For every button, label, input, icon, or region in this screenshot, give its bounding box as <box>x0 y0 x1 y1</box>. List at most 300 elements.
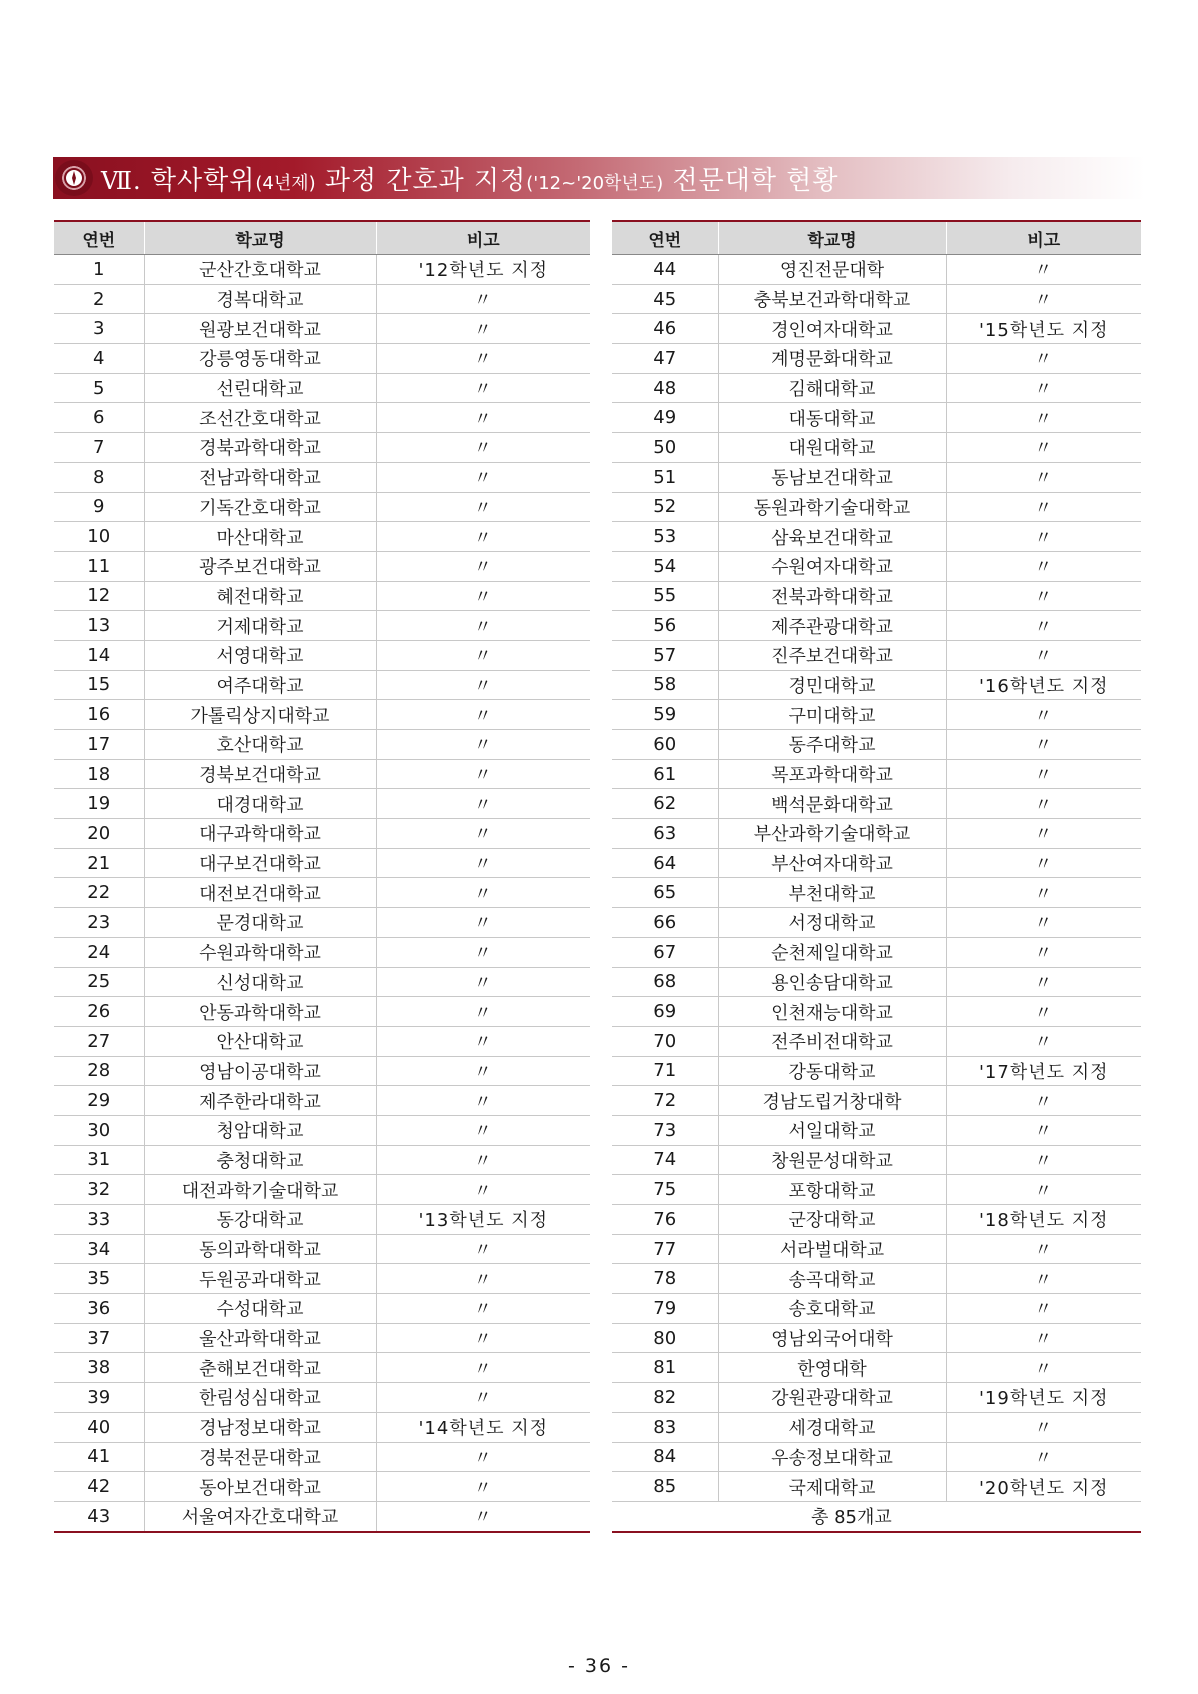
table-row <box>612 670 1141 700</box>
cell-school: 충청대학교 <box>144 1145 376 1175</box>
header-no: 연번 <box>612 221 718 255</box>
cell-note: 〃 <box>376 878 590 908</box>
table-row <box>54 967 590 997</box>
cell-school: 동아보건대학교 <box>144 1472 376 1502</box>
cell-school: 삼육보건대학교 <box>718 522 946 552</box>
cell-no: 72 <box>612 1086 718 1116</box>
cell-no: 52 <box>612 492 718 522</box>
cell-no: 64 <box>612 848 718 878</box>
cell-note: 〃 <box>376 1442 590 1472</box>
title-part-c: 과정 간호과 지정 <box>324 165 527 196</box>
cell-school: 부천대학교 <box>718 878 946 908</box>
cell-note: '17학년도 지정 <box>946 1056 1141 1086</box>
table-row <box>612 1442 1141 1472</box>
table-row <box>612 373 1141 403</box>
cell-school: 인천재능대학교 <box>718 997 946 1027</box>
cell-note: 〃 <box>376 314 590 344</box>
cell-no: 6 <box>54 403 144 433</box>
cell-note: 〃 <box>946 492 1141 522</box>
cell-school: 서정대학교 <box>718 908 946 938</box>
cell-note: 〃 <box>376 997 590 1027</box>
cell-no: 70 <box>612 1026 718 1056</box>
cell-no: 53 <box>612 522 718 552</box>
cell-school: 군장대학교 <box>718 1205 946 1235</box>
cell-note: 〃 <box>946 1294 1141 1324</box>
cell-note: 〃 <box>946 611 1141 641</box>
cell-no: 2 <box>54 284 144 314</box>
table-row <box>612 551 1141 581</box>
cell-school: 마산대학교 <box>144 522 376 552</box>
cell-school: 경북전문대학교 <box>144 1442 376 1472</box>
cell-note: 〃 <box>946 1145 1141 1175</box>
cell-note: 〃 <box>946 1412 1141 1442</box>
cell-school: 대경대학교 <box>144 789 376 819</box>
cell-school: 수성대학교 <box>144 1294 376 1324</box>
cell-no: 57 <box>612 640 718 670</box>
cell-no: 54 <box>612 551 718 581</box>
cell-no: 30 <box>54 1115 144 1145</box>
cell-no: 71 <box>612 1056 718 1086</box>
cell-no: 58 <box>612 670 718 700</box>
table-row <box>54 759 590 789</box>
table-row <box>612 878 1141 908</box>
cell-no: 62 <box>612 789 718 819</box>
cell-no: 74 <box>612 1145 718 1175</box>
cell-school: 대전과학기술대학교 <box>144 1175 376 1205</box>
cell-no: 45 <box>612 284 718 314</box>
cell-no: 40 <box>54 1412 144 1442</box>
cell-school: 경남정보대학교 <box>144 1412 376 1442</box>
cell-no: 47 <box>612 344 718 374</box>
table-row <box>612 1205 1141 1235</box>
table-row <box>612 433 1141 463</box>
cell-no: 41 <box>54 1442 144 1472</box>
cell-no: 26 <box>54 997 144 1027</box>
table-row <box>612 1353 1141 1383</box>
cell-school: 김해대학교 <box>718 373 946 403</box>
cell-school: 경민대학교 <box>718 670 946 700</box>
cell-no: 29 <box>54 1086 144 1116</box>
cell-no: 79 <box>612 1294 718 1324</box>
cell-note: 〃 <box>376 1086 590 1116</box>
cell-note: 〃 <box>946 1086 1141 1116</box>
section-number: Ⅶ. <box>101 166 142 195</box>
cell-note: 〃 <box>376 373 590 403</box>
cell-note: '12학년도 지정 <box>376 255 590 285</box>
cell-note: 〃 <box>376 551 590 581</box>
cell-school: 전주비전대학교 <box>718 1026 946 1056</box>
table-row <box>54 284 590 314</box>
table-row <box>612 1175 1141 1205</box>
table-row <box>54 1412 590 1442</box>
title-part-b: (4년제) <box>255 172 316 194</box>
table-row <box>54 1115 590 1145</box>
cell-no: 4 <box>54 344 144 374</box>
cell-no: 22 <box>54 878 144 908</box>
cell-no: 10 <box>54 522 144 552</box>
cell-school: 경북과학대학교 <box>144 433 376 463</box>
cell-no: 34 <box>54 1234 144 1264</box>
header-note: 비고 <box>946 221 1141 255</box>
cell-school: 대전보건대학교 <box>144 878 376 908</box>
table-row <box>612 284 1141 314</box>
cell-school: 제주관광대학교 <box>718 611 946 641</box>
cell-school: 혜전대학교 <box>144 581 376 611</box>
table-row <box>54 937 590 967</box>
cell-note: 〃 <box>946 730 1141 760</box>
cell-note: 〃 <box>376 611 590 641</box>
table-row <box>54 611 590 641</box>
cell-note: 〃 <box>946 581 1141 611</box>
cell-note: 〃 <box>376 1115 590 1145</box>
title-part-e: 전문대학 현황 <box>672 165 839 196</box>
table-row <box>612 1412 1141 1442</box>
cell-school: 광주보건대학교 <box>144 551 376 581</box>
header-no: 연번 <box>54 221 144 255</box>
cell-note: 〃 <box>376 1026 590 1056</box>
cell-school: 영진전문대학 <box>718 255 946 285</box>
cell-note: 〃 <box>946 255 1141 285</box>
table-row <box>54 433 590 463</box>
table-row <box>612 967 1141 997</box>
emblem-icon <box>55 160 93 196</box>
table-row <box>612 581 1141 611</box>
cell-note: 〃 <box>946 1442 1141 1472</box>
cell-note: 〃 <box>946 789 1141 819</box>
table-row <box>612 403 1141 433</box>
table-row <box>612 1056 1141 1086</box>
cell-no: 76 <box>612 1205 718 1235</box>
table-row <box>612 789 1141 819</box>
cell-note: 〃 <box>946 1353 1141 1383</box>
cell-school: 부산여자대학교 <box>718 848 946 878</box>
cell-school: 기독간호대학교 <box>144 492 376 522</box>
cell-no: 77 <box>612 1234 718 1264</box>
table-row <box>612 937 1141 967</box>
table-row <box>612 908 1141 938</box>
table-row <box>54 551 590 581</box>
cell-no: 46 <box>612 314 718 344</box>
cell-school: 영남이공대학교 <box>144 1056 376 1086</box>
cell-no: 48 <box>612 373 718 403</box>
cell-note: 〃 <box>376 1264 590 1294</box>
cell-note: 〃 <box>946 433 1141 463</box>
cell-school: 전북과학대학교 <box>718 581 946 611</box>
cell-no: 65 <box>612 878 718 908</box>
cell-no: 1 <box>54 255 144 285</box>
table-row <box>54 1264 590 1294</box>
table-row <box>612 1145 1141 1175</box>
cell-note: 〃 <box>376 1145 590 1175</box>
cell-school: 한영대학 <box>718 1353 946 1383</box>
table-row <box>612 730 1141 760</box>
cell-school: 여주대학교 <box>144 670 376 700</box>
cell-no: 83 <box>612 1412 718 1442</box>
cell-school: 울산과학대학교 <box>144 1323 376 1353</box>
table-row <box>612 1115 1141 1145</box>
table-row <box>612 848 1141 878</box>
cell-no: 68 <box>612 967 718 997</box>
table-row <box>54 1205 590 1235</box>
table-row <box>54 1056 590 1086</box>
table-row <box>54 581 590 611</box>
cell-school: 두원공과대학교 <box>144 1264 376 1294</box>
title-part-a: 학사학위 <box>150 165 256 196</box>
cell-note: 〃 <box>946 937 1141 967</box>
cell-no: 50 <box>612 433 718 463</box>
cell-note: 〃 <box>376 403 590 433</box>
cell-note: 〃 <box>946 878 1141 908</box>
cell-school: 춘해보건대학교 <box>144 1353 376 1383</box>
cell-note: 〃 <box>376 1234 590 1264</box>
cell-school: 충북보건과학대학교 <box>718 284 946 314</box>
cell-note: 〃 <box>946 700 1141 730</box>
cell-no: 60 <box>612 730 718 760</box>
table-row <box>54 1353 590 1383</box>
table-row <box>612 1086 1141 1116</box>
cell-no: 75 <box>612 1175 718 1205</box>
cell-no: 7 <box>54 433 144 463</box>
cell-note: 〃 <box>946 551 1141 581</box>
table-header-row <box>612 221 1141 255</box>
cell-note: 〃 <box>946 967 1141 997</box>
cell-note: 〃 <box>376 1472 590 1502</box>
cell-no: 55 <box>612 581 718 611</box>
cell-no: 69 <box>612 997 718 1027</box>
cell-note: 〃 <box>946 997 1141 1027</box>
cell-no: 13 <box>54 611 144 641</box>
cell-note: '20학년도 지정 <box>946 1472 1141 1502</box>
cell-school: 송호대학교 <box>718 1294 946 1324</box>
school-table-right <box>612 220 1141 1533</box>
page-number: - 36 - <box>568 1655 630 1677</box>
cell-note: 〃 <box>946 1115 1141 1145</box>
cell-no: 27 <box>54 1026 144 1056</box>
cell-school: 대구보건대학교 <box>144 848 376 878</box>
cell-note: 〃 <box>946 819 1141 849</box>
table-row <box>54 522 590 552</box>
cell-note: 〃 <box>376 937 590 967</box>
cell-no: 56 <box>612 611 718 641</box>
cell-school: 영남외국어대학 <box>718 1323 946 1353</box>
table-row <box>54 462 590 492</box>
table-row <box>54 997 590 1027</box>
table-row <box>54 670 590 700</box>
cell-note: 〃 <box>376 848 590 878</box>
cell-school: 서울여자간호대학교 <box>144 1501 376 1531</box>
table-row <box>54 1086 590 1116</box>
table-row <box>612 314 1141 344</box>
right-table-body <box>612 255 1141 1532</box>
table-row <box>612 344 1141 374</box>
cell-school: 전남과학대학교 <box>144 462 376 492</box>
section-title <box>101 160 838 197</box>
cell-note: 〃 <box>376 670 590 700</box>
cell-no: 14 <box>54 640 144 670</box>
cell-school: 경복대학교 <box>144 284 376 314</box>
table-row <box>54 344 590 374</box>
cell-no: 67 <box>612 937 718 967</box>
cell-note: 〃 <box>376 462 590 492</box>
cell-school: 백석문화대학교 <box>718 789 946 819</box>
total-count: 총 85개교 <box>718 1501 1141 1531</box>
cell-note: 〃 <box>376 640 590 670</box>
cell-no: 82 <box>612 1383 718 1413</box>
cell-note: 〃 <box>946 522 1141 552</box>
cell-school: 한림성심대학교 <box>144 1383 376 1413</box>
cell-school: 동주대학교 <box>718 730 946 760</box>
table-row <box>54 373 590 403</box>
table-row <box>612 1383 1141 1413</box>
table-row <box>612 640 1141 670</box>
cell-school: 부산과학기술대학교 <box>718 819 946 849</box>
cell-no: 59 <box>612 700 718 730</box>
cell-note: 〃 <box>376 1383 590 1413</box>
cell-note: 〃 <box>946 1264 1141 1294</box>
cell-school: 선린대학교 <box>144 373 376 403</box>
cell-no: 42 <box>54 1472 144 1502</box>
cell-note: 〃 <box>946 848 1141 878</box>
school-table-left <box>54 220 590 1533</box>
table-row <box>612 1234 1141 1264</box>
cell-no: 32 <box>54 1175 144 1205</box>
cell-school: 경인여자대학교 <box>718 314 946 344</box>
cell-no: 66 <box>612 908 718 938</box>
cell-note: 〃 <box>376 1056 590 1086</box>
cell-no: 78 <box>612 1264 718 1294</box>
cell-note: 〃 <box>946 344 1141 374</box>
cell-school: 수원여자대학교 <box>718 551 946 581</box>
cell-note: 〃 <box>376 522 590 552</box>
cell-school: 목포과학대학교 <box>718 759 946 789</box>
table-row <box>54 255 590 285</box>
cell-no: 16 <box>54 700 144 730</box>
cell-school: 수원과학대학교 <box>144 937 376 967</box>
cell-no: 84 <box>612 1442 718 1472</box>
cell-no: 28 <box>54 1056 144 1086</box>
table-row <box>612 1026 1141 1056</box>
cell-note: 〃 <box>946 759 1141 789</box>
cell-note: 〃 <box>376 700 590 730</box>
cell-note: 〃 <box>376 1353 590 1383</box>
cell-no: 38 <box>54 1353 144 1383</box>
cell-no: 8 <box>54 462 144 492</box>
cell-no: 18 <box>54 759 144 789</box>
cell-school: 거제대학교 <box>144 611 376 641</box>
table-row <box>612 1294 1141 1324</box>
cell-school: 경남도립거창대학 <box>718 1086 946 1116</box>
cell-note: 〃 <box>946 462 1141 492</box>
table-row <box>54 1501 590 1531</box>
table-row <box>612 462 1141 492</box>
cell-note: 〃 <box>946 403 1141 433</box>
cell-note: 〃 <box>946 373 1141 403</box>
cell-school: 진주보건대학교 <box>718 640 946 670</box>
cell-no: 49 <box>612 403 718 433</box>
cell-no: 35 <box>54 1264 144 1294</box>
cell-school: 조선간호대학교 <box>144 403 376 433</box>
cell-note: 〃 <box>946 1175 1141 1205</box>
cell-note: 〃 <box>376 581 590 611</box>
cell-no: 24 <box>54 937 144 967</box>
cell-school: 포항대학교 <box>718 1175 946 1205</box>
table-row <box>54 314 590 344</box>
cell-note: 〃 <box>376 433 590 463</box>
cell-note: 〃 <box>376 1294 590 1324</box>
table-row <box>54 1383 590 1413</box>
header-school: 학교명 <box>144 221 376 255</box>
cell-school: 경북보건대학교 <box>144 759 376 789</box>
cell-no: 31 <box>54 1145 144 1175</box>
cell-note: '14학년도 지정 <box>376 1412 590 1442</box>
cell-note: 〃 <box>376 789 590 819</box>
table-row <box>612 1323 1141 1353</box>
cell-note: 〃 <box>946 908 1141 938</box>
table-row <box>612 611 1141 641</box>
table-header-row <box>54 221 590 255</box>
table-row <box>54 908 590 938</box>
header-note: 비고 <box>376 221 590 255</box>
table-row <box>612 522 1141 552</box>
cell-no: 43 <box>54 1501 144 1531</box>
cell-no: 81 <box>612 1353 718 1383</box>
left-table-body <box>54 255 590 1532</box>
cell-school: 원광보건대학교 <box>144 314 376 344</box>
cell-school: 신성대학교 <box>144 967 376 997</box>
total-row <box>612 1501 1141 1531</box>
cell-no: 80 <box>612 1323 718 1353</box>
cell-no: 25 <box>54 967 144 997</box>
cell-school: 안산대학교 <box>144 1026 376 1056</box>
cell-school: 호산대학교 <box>144 730 376 760</box>
cell-school: 동원과학기술대학교 <box>718 492 946 522</box>
cell-school: 창원문성대학교 <box>718 1145 946 1175</box>
cell-no: 63 <box>612 819 718 849</box>
table-row <box>612 1472 1141 1502</box>
cell-school: 제주한라대학교 <box>144 1086 376 1116</box>
cell-note: '13학년도 지정 <box>376 1205 590 1235</box>
table-row <box>54 1234 590 1264</box>
table-row <box>54 730 590 760</box>
cell-school: 안동과학대학교 <box>144 997 376 1027</box>
cell-school: 우송정보대학교 <box>718 1442 946 1472</box>
cell-no: 61 <box>612 759 718 789</box>
table-row <box>54 819 590 849</box>
table-row <box>54 1442 590 1472</box>
table-row <box>612 819 1141 849</box>
cell-no: 33 <box>54 1205 144 1235</box>
cell-no: 73 <box>612 1115 718 1145</box>
cell-school: 강원관광대학교 <box>718 1383 946 1413</box>
section-title-banner <box>53 157 1145 199</box>
table-row <box>54 1026 590 1056</box>
cell-note: 〃 <box>946 640 1141 670</box>
cell-school: 용인송담대학교 <box>718 967 946 997</box>
cell-note: 〃 <box>376 1323 590 1353</box>
cell-school: 문경대학교 <box>144 908 376 938</box>
cell-no: 23 <box>54 908 144 938</box>
cell-school: 동의과학대학교 <box>144 1234 376 1264</box>
cell-note: 〃 <box>376 908 590 938</box>
cell-no: 85 <box>612 1472 718 1502</box>
cell-no: 21 <box>54 848 144 878</box>
cell-school: 송곡대학교 <box>718 1264 946 1294</box>
table-row <box>612 997 1141 1027</box>
cell-note: '18학년도 지정 <box>946 1205 1141 1235</box>
table-row <box>54 1294 590 1324</box>
cell-school: 대동대학교 <box>718 403 946 433</box>
cell-note: 〃 <box>946 1026 1141 1056</box>
